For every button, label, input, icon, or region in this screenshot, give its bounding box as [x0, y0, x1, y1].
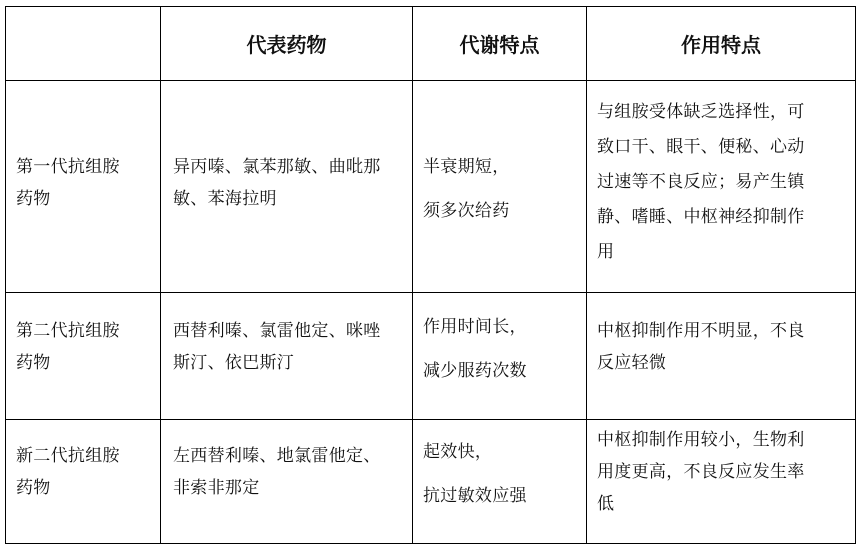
cell-text: 药物: [16, 189, 51, 209]
cell-text: 斯汀、依巴斯汀: [173, 353, 295, 373]
cell-text: 西替利嗪、氯雷他定、咪唑: [173, 321, 381, 341]
table-row: [6, 420, 856, 544]
header-empty: [6, 7, 161, 81]
cell-metabolism: [413, 81, 587, 293]
cell-text: 左西替利嗪、地氯雷他定、: [173, 446, 381, 466]
cell-text: 起效快，: [423, 442, 493, 462]
cell-generation: [6, 293, 161, 420]
cell-effect: [587, 420, 856, 544]
cell-text: 减少服药次数: [423, 361, 527, 381]
cell-drugs: [161, 81, 413, 293]
cell-text: 静、嗜睡、中枢神经抑制作: [597, 207, 805, 227]
cell-text: 抗过敏效应强: [423, 486, 527, 506]
table-row: [6, 293, 856, 420]
cell-text: 用度更高，不良反应发生率: [597, 462, 805, 482]
cell-text: 新二代抗组胺: [16, 446, 120, 466]
cell-text: 药物: [16, 478, 51, 498]
cell-text: 非索非那定: [173, 478, 260, 498]
header-metabolism: 代谢特点: [413, 7, 587, 81]
cell-metabolism: [413, 293, 587, 420]
cell-text: 半衰期短，: [423, 157, 510, 177]
cell-text: 敏、苯海拉明: [173, 189, 277, 209]
cell-text: 异丙嗪、氯苯那敏、曲吡那: [173, 157, 381, 177]
cell-text: 与组胺受体缺乏选择性，可: [597, 102, 805, 122]
header-drugs: 代表药物: [161, 7, 413, 81]
cell-text: 低: [597, 494, 615, 514]
cell-drugs: [161, 420, 413, 544]
header-row: [6, 7, 856, 81]
antihistamine-table: [5, 6, 856, 544]
cell-metabolism: [413, 420, 587, 544]
table-row: [6, 81, 856, 293]
cell-generation: [6, 420, 161, 544]
cell-text: 药物: [16, 353, 51, 373]
cell-text: 中枢抑制作用较小，生物利: [597, 430, 805, 450]
cell-text: 须多次给药: [423, 201, 510, 221]
cell-effect: [587, 81, 856, 293]
cell-generation: [6, 81, 161, 293]
cell-text: 中枢抑制作用不明显，不良: [597, 321, 805, 341]
cell-drugs: [161, 293, 413, 420]
cell-text: 用: [597, 242, 615, 262]
cell-text: 第二代抗组胺: [16, 321, 120, 341]
cell-text: 反应轻微: [597, 353, 667, 373]
cell-text: 作用时间长，: [423, 317, 527, 337]
cell-text: 过速等不良反应；易产生镇: [597, 172, 805, 192]
cell-text: 致口干、眼干、便秘、心动: [597, 137, 805, 157]
cell-text: 第一代抗组胺: [16, 157, 120, 177]
cell-effect: [587, 293, 856, 420]
header-effect: 作用特点: [587, 7, 856, 81]
